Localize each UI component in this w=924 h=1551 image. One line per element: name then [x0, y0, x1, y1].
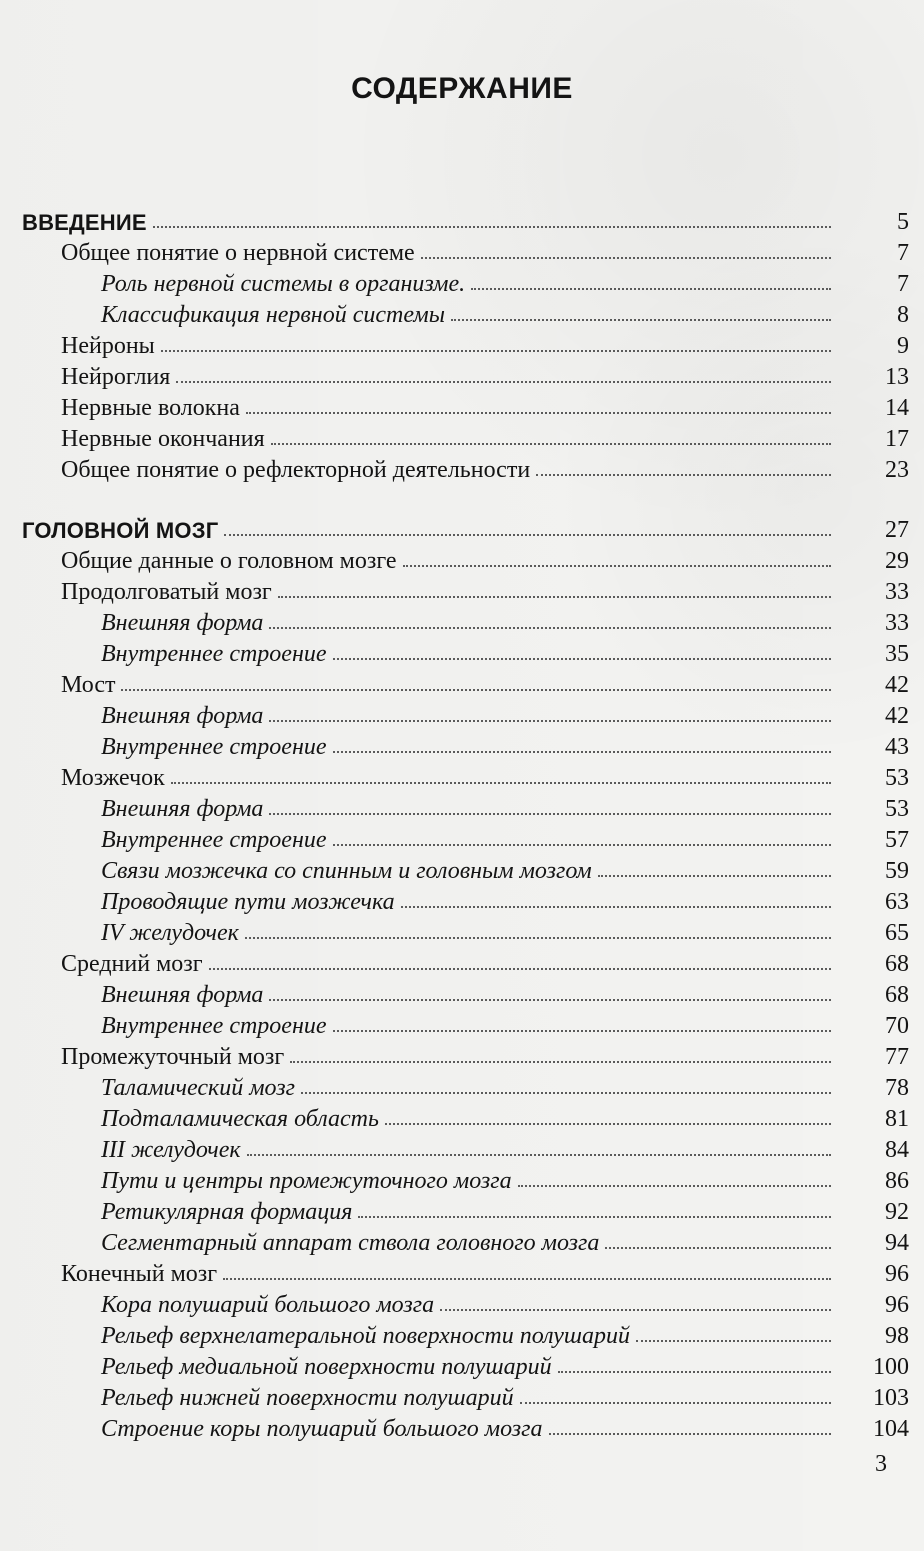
toc-entry-label: Средний мозг — [61, 951, 203, 977]
toc-entry-reflex-activity — [0, 451, 909, 482]
toc-entry-label: Роль нервной системы в организме. — [101, 271, 466, 297]
toc-entry-third-ventricle — [0, 1131, 909, 1162]
toc-entry-neuroglia — [0, 358, 909, 389]
toc-entry-label: Нейроглия — [61, 364, 171, 390]
dot-leader — [518, 1185, 831, 1187]
dot-leader — [209, 968, 831, 970]
toc-entry-medulla-internal-structure — [0, 635, 909, 666]
toc-entry-page-number: 33 — [885, 610, 909, 636]
toc-entry-fourth-ventricle — [0, 914, 909, 945]
toc-entry-label: Рельеф нижней поверхности полушарий — [101, 1385, 514, 1411]
toc-entry-page-number: 7 — [897, 271, 909, 297]
toc-entry-label: Сегментарный аппарат ствола головного мозга — [101, 1230, 600, 1256]
toc-entry-page-number: 43 — [885, 734, 909, 760]
toc-entry-page-number: 103 — [873, 1385, 909, 1411]
toc-entry-classification-nervous-system — [0, 296, 909, 327]
toc-entry-neurons — [0, 327, 909, 358]
toc-entry-label: ВВЕДЕНИЕ — [22, 210, 147, 235]
toc-entry-label: ГОЛОВНОЙ МОЗГ — [22, 518, 219, 543]
toc-entry-pons-external-form — [0, 697, 909, 728]
toc-entry-label: Таламический мозг — [101, 1075, 295, 1101]
toc-entry-page-number: 8 — [897, 302, 909, 328]
dot-leader — [358, 1216, 831, 1218]
dot-leader — [269, 627, 831, 629]
toc-entry-label: Внешняя форма — [101, 703, 264, 729]
toc-entry-page-number: 94 — [885, 1230, 909, 1256]
toc-entry-pons-internal-structure — [0, 728, 909, 759]
toc-entry-page-number: 81 — [885, 1106, 909, 1132]
toc-entry-label: Нервные волокна — [61, 395, 240, 421]
page-title: СОДЕРЖАНИЕ — [351, 72, 573, 105]
toc-entry-midbrain-internal-structure — [0, 1007, 909, 1038]
dot-leader — [176, 381, 831, 383]
toc-entry-page-number: 63 — [885, 889, 909, 915]
toc-entry-label: Рельеф медиальной поверхности полушарий — [101, 1354, 552, 1380]
toc-entry-introduction — [0, 203, 909, 234]
toc-entry-page-number: 96 — [885, 1292, 909, 1318]
toc-entry-label: IV желудочек — [101, 920, 239, 946]
toc-entry-page-number: 65 — [885, 920, 909, 946]
dot-leader — [161, 350, 831, 352]
toc-entry-page-number: 35 — [885, 641, 909, 667]
toc-entry-label: Внутреннее строение — [101, 827, 327, 853]
toc-entry-label: Общее понятие о нервной системе — [61, 240, 415, 266]
dot-leader — [403, 565, 831, 567]
toc-entry-page-number: 96 — [885, 1261, 909, 1287]
toc-entry-nerve-fibers — [0, 389, 909, 420]
toc-entry-page-number: 100 — [873, 1354, 909, 1380]
toc-entry-label: III желудочек — [101, 1137, 241, 1163]
toc-entry-page-number: 29 — [885, 548, 909, 574]
toc-entry-midbrain — [0, 945, 909, 976]
dot-leader — [269, 999, 831, 1001]
dot-leader — [333, 1030, 831, 1032]
dot-leader — [385, 1123, 831, 1125]
dot-leader — [451, 319, 831, 321]
dot-leader — [333, 658, 831, 660]
toc-entry-general-brain-data — [0, 542, 909, 573]
dot-leader — [271, 443, 831, 445]
dot-leader — [153, 226, 831, 228]
dot-leader — [121, 689, 831, 691]
toc-entry-medial-relief — [0, 1348, 909, 1379]
toc-entry-label: Строение коры полушарий большого мозга — [101, 1416, 543, 1442]
toc-entry-page-number: 92 — [885, 1199, 909, 1225]
toc-entry-page-number: 68 — [885, 982, 909, 1008]
toc-entry-medulla — [0, 573, 909, 604]
toc-entry-page-number: 53 — [885, 765, 909, 791]
dot-leader — [333, 751, 831, 753]
dot-leader — [223, 1278, 831, 1280]
toc-entry-diencephalon-pathways-centers — [0, 1162, 909, 1193]
toc-entry-page-number: 7 — [897, 240, 909, 266]
toc-entry-page-number: 70 — [885, 1013, 909, 1039]
toc-entry-label: Связи мозжечка со спинным и головным мозгом — [101, 858, 592, 884]
toc-entry-subthalamic-region — [0, 1100, 909, 1131]
toc-entry-page-number: 53 — [885, 796, 909, 822]
toc-entry-general-nervous-system — [0, 234, 909, 265]
dot-leader — [401, 906, 831, 908]
toc-entry-cerebellum-connections — [0, 852, 909, 883]
toc-entry-label: Промежуточный мозг — [61, 1044, 285, 1070]
toc-entry-cerebellum-internal-structure — [0, 821, 909, 852]
toc-entry-label: Кора полушарий большого мозга — [101, 1292, 435, 1318]
toc-entry-label: Конечный мозг — [61, 1261, 218, 1287]
toc-entry-label: Продолговатый мозг — [61, 579, 272, 605]
toc-entry-label: Рельеф верхнелатеральной поверхности полушарий — [101, 1323, 631, 1349]
toc-entry-page-number: 57 — [885, 827, 909, 853]
dot-leader — [247, 1154, 831, 1156]
dot-leader — [269, 813, 831, 815]
toc-entry-cerebellum-external-form — [0, 790, 909, 821]
toc-entry-page-number: 104 — [873, 1416, 909, 1442]
toc-entry-cerebellum — [0, 759, 909, 790]
dot-leader — [605, 1247, 831, 1249]
toc-entry-page-number: 59 — [885, 858, 909, 884]
page-number: 3 — [875, 1451, 887, 1477]
toc-entry-label: Подталамическая область — [101, 1106, 379, 1132]
toc-entry-page-number: 86 — [885, 1168, 909, 1194]
toc-entry-label: Классификация нервной системы — [101, 302, 445, 328]
dot-leader — [536, 474, 831, 476]
dot-leader — [471, 288, 831, 290]
toc-entry-label: Нервные окончания — [61, 426, 265, 452]
toc-entry-midbrain-external-form — [0, 976, 909, 1007]
toc-entry-label: Мозжечок — [61, 765, 165, 791]
toc-entry-label: Общее понятие о рефлекторной деятельности — [61, 457, 531, 483]
toc-entry-label: Внутреннее строение — [101, 1013, 327, 1039]
toc-entry-page-number: 27 — [885, 517, 909, 543]
table-of-contents — [0, 203, 924, 1441]
toc-entry-page-number: 77 — [885, 1044, 909, 1070]
toc-entry-page-number: 78 — [885, 1075, 909, 1101]
toc-entry-label: Ретикулярная формация — [101, 1199, 353, 1225]
toc-entry-cortex-structure — [0, 1410, 909, 1441]
toc-entry-label: Общие данные о головном мозге — [61, 548, 397, 574]
toc-entry-label: Нейроны — [61, 333, 155, 359]
toc-entry-thalamic-brain — [0, 1069, 909, 1100]
toc-entry-cortex-hemispheres — [0, 1286, 909, 1317]
dot-leader — [333, 844, 831, 846]
dot-leader — [440, 1309, 831, 1311]
toc-entry-medulla-external-form — [0, 604, 909, 635]
dot-leader — [290, 1061, 831, 1063]
dot-leader — [278, 596, 831, 598]
toc-entry-label: Внешняя форма — [101, 982, 264, 1008]
dot-leader — [301, 1092, 831, 1094]
toc-entry-page-number: 68 — [885, 951, 909, 977]
dot-leader — [558, 1371, 831, 1373]
toc-entry-page-number: 98 — [885, 1323, 909, 1349]
dot-leader — [246, 412, 831, 414]
toc-entry-pons — [0, 666, 909, 697]
toc-entry-label: Внутреннее строение — [101, 734, 327, 760]
toc-entry-reticular-formation — [0, 1193, 909, 1224]
dot-leader — [520, 1402, 831, 1404]
dot-leader — [636, 1340, 831, 1342]
toc-entry-role-nervous-system — [0, 265, 909, 296]
toc-entry-page-number: 13 — [885, 364, 909, 390]
toc-entry-segmental-apparatus — [0, 1224, 909, 1255]
toc-entry-label: Внешняя форма — [101, 796, 264, 822]
toc-entry-label: Мост — [61, 672, 116, 698]
dot-leader — [245, 937, 831, 939]
toc-entry-page-number: 42 — [885, 703, 909, 729]
toc-entry-page-number: 9 — [897, 333, 909, 359]
toc-entry-diencephalon — [0, 1038, 909, 1069]
dot-leader — [421, 257, 831, 259]
toc-entry-label: Проводящие пути мозжечка — [101, 889, 395, 915]
toc-entry-page-number: 84 — [885, 1137, 909, 1163]
toc-entry-superolateral-relief — [0, 1317, 909, 1348]
toc-entry-label: Внутреннее строение — [101, 641, 327, 667]
section-gap — [0, 482, 924, 511]
dot-leader — [224, 534, 831, 536]
toc-entry-inferior-relief — [0, 1379, 909, 1410]
toc-entry-page-number: 42 — [885, 672, 909, 698]
toc-entry-page-number: 14 — [885, 395, 909, 421]
toc-entry-brain — [0, 511, 909, 542]
toc-entry-page-number: 17 — [885, 426, 909, 452]
dot-leader — [171, 782, 831, 784]
toc-entry-page-number: 5 — [897, 209, 909, 235]
toc-entry-label: Пути и центры промежуточного мозга — [101, 1168, 512, 1194]
toc-entry-page-number: 33 — [885, 579, 909, 605]
dot-leader — [598, 875, 831, 877]
toc-entry-page-number: 23 — [885, 457, 909, 483]
dot-leader — [549, 1433, 831, 1435]
dot-leader — [269, 720, 831, 722]
toc-entry-cerebellum-pathways — [0, 883, 909, 914]
toc-entry-nerve-endings — [0, 420, 909, 451]
toc-entry-telencephalon — [0, 1255, 909, 1286]
toc-entry-label: Внешняя форма — [101, 610, 264, 636]
